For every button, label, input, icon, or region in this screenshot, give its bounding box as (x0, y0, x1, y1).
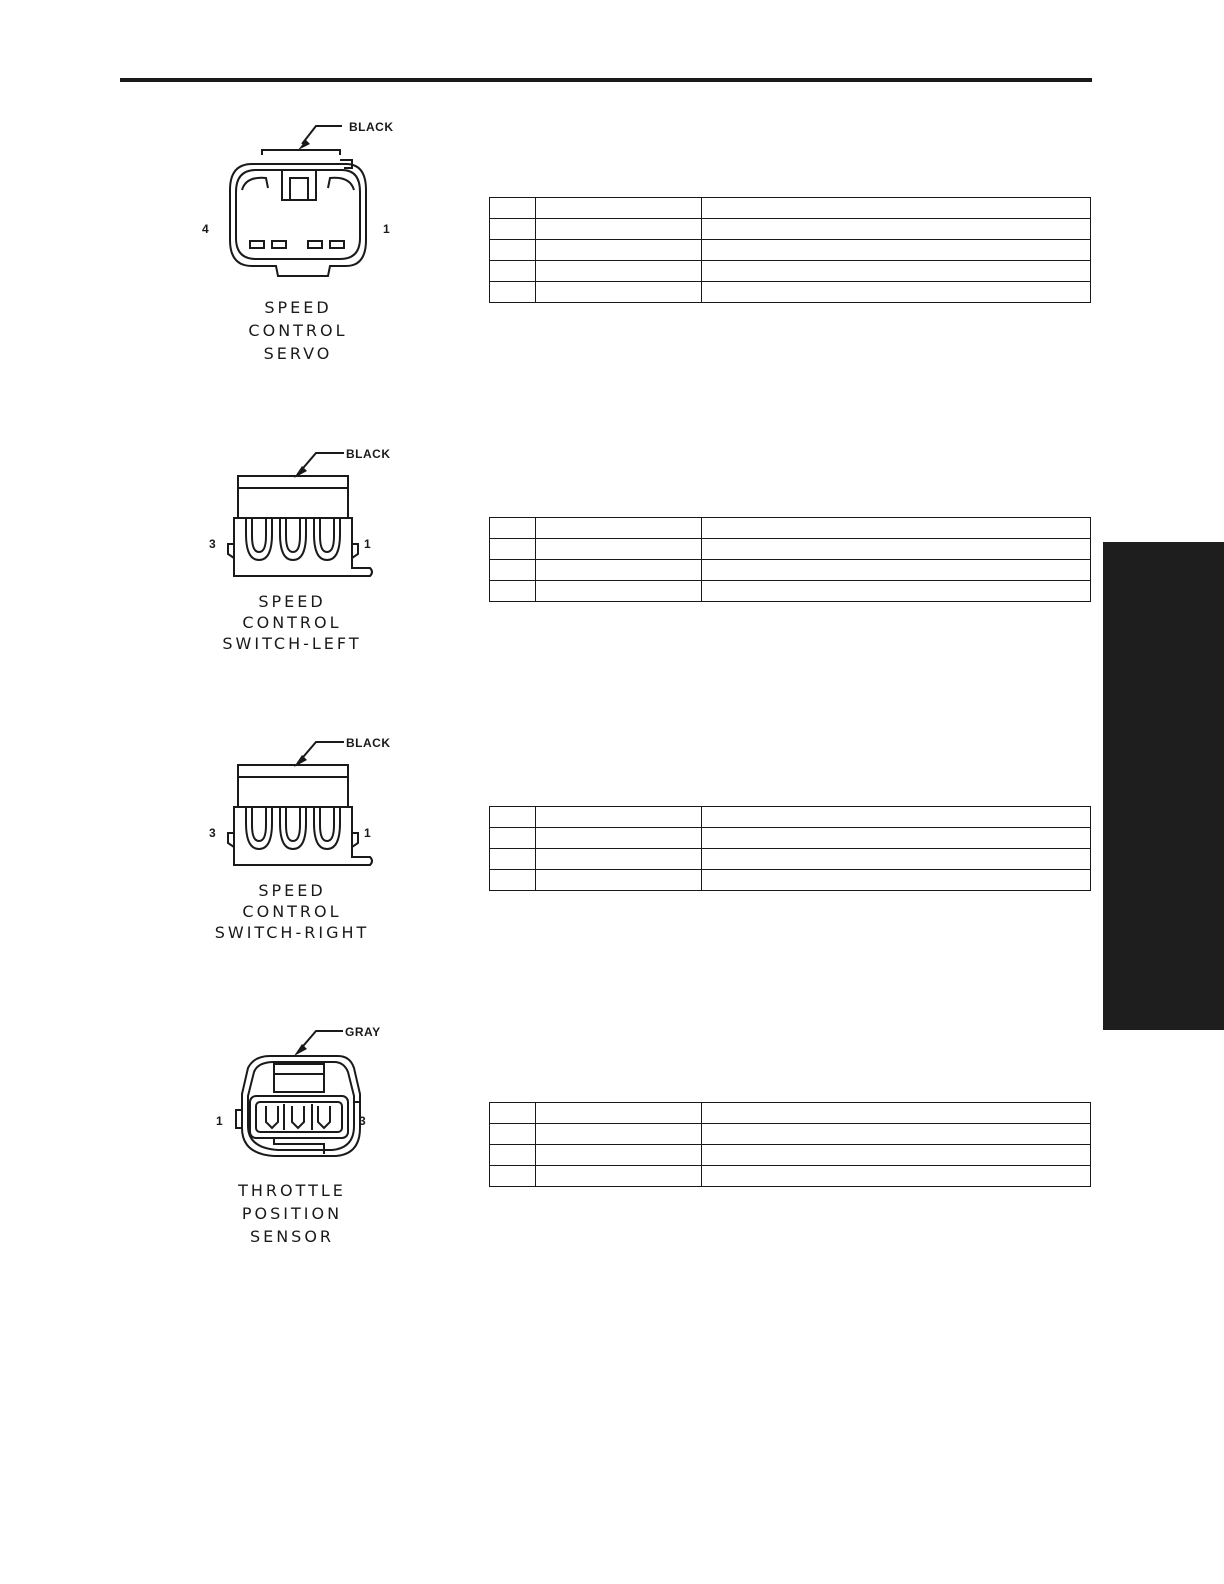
table-row (490, 198, 1091, 219)
connector-name-line: CONTROL (248, 321, 348, 340)
connector-name (212, 1179, 372, 1248)
connector-name (212, 591, 372, 654)
table-cell (536, 1166, 702, 1187)
table-cell (702, 539, 1091, 560)
connector-name-line: SPEED (258, 881, 326, 900)
table-cell (490, 1103, 536, 1124)
speed-control-switch-right-connector-drawing (224, 735, 384, 870)
color-callout: BLACK (349, 120, 394, 134)
pin-table (489, 806, 1091, 891)
pin-label-right: 1 (364, 537, 371, 551)
table-cell (536, 198, 702, 219)
table-row (490, 219, 1091, 240)
table-cell (490, 828, 536, 849)
connector-name (218, 296, 378, 365)
table-cell (536, 849, 702, 870)
table-cell (490, 807, 536, 828)
table-cell (702, 807, 1091, 828)
pin-label-left: 3 (209, 826, 216, 840)
table-cell (702, 581, 1091, 602)
table-row (490, 1166, 1091, 1187)
table-row (490, 560, 1091, 581)
table-cell (536, 807, 702, 828)
table-cell (702, 1124, 1091, 1145)
connector-name-line: SENSOR (249, 1227, 335, 1246)
table-row (490, 870, 1091, 891)
table-row (490, 282, 1091, 303)
table-cell (490, 240, 536, 261)
table-cell (536, 581, 702, 602)
pin-table (489, 1102, 1091, 1187)
table-cell (702, 849, 1091, 870)
pin-label-left: 1 (216, 1114, 223, 1128)
table-row (490, 518, 1091, 539)
connector-name-line: SERVO (263, 344, 333, 363)
table-row (490, 240, 1091, 261)
color-callout: BLACK (346, 736, 391, 750)
table-row (490, 1145, 1091, 1166)
connector-name-line: SWITCH-LEFT (222, 634, 362, 653)
table-cell (536, 1103, 702, 1124)
table-row (490, 261, 1091, 282)
table-row (490, 581, 1091, 602)
table-row (490, 807, 1091, 828)
pin-table (489, 517, 1091, 602)
table-row (490, 539, 1091, 560)
table-row (490, 1124, 1091, 1145)
pin-table (489, 197, 1091, 303)
table-cell (536, 1145, 702, 1166)
color-callout: GRAY (345, 1025, 381, 1039)
connector-name-line: SPEED (258, 592, 326, 611)
table-cell (536, 518, 702, 539)
table-cell (702, 518, 1091, 539)
pin-label-right: 3 (359, 1114, 366, 1128)
table-cell (702, 240, 1091, 261)
table-cell (490, 870, 536, 891)
table-cell (490, 1145, 536, 1166)
connector-name-line: POSITION (241, 1204, 343, 1223)
table-cell (490, 560, 536, 581)
table-cell (536, 539, 702, 560)
table-cell (702, 828, 1091, 849)
table-cell (490, 1124, 536, 1145)
header-rule (120, 78, 1092, 82)
table-cell (536, 1124, 702, 1145)
connector-name (212, 880, 372, 943)
connector-name-line: THROTTLE (238, 1181, 346, 1200)
table-cell (490, 282, 536, 303)
speed-control-switch-left-connector-drawing (224, 446, 384, 581)
connector-name-line: CONTROL (242, 613, 342, 632)
table-cell (490, 198, 536, 219)
table-row (490, 828, 1091, 849)
table-cell (536, 828, 702, 849)
table-cell (490, 261, 536, 282)
table-cell (702, 1103, 1091, 1124)
table-cell (702, 560, 1091, 581)
connector-name-line: CONTROL (242, 902, 342, 921)
table-cell (702, 198, 1091, 219)
table-cell (536, 261, 702, 282)
table-cell (536, 219, 702, 240)
table-cell (490, 219, 536, 240)
pin-label-right: 1 (364, 826, 371, 840)
table-cell (490, 539, 536, 560)
table-row (490, 1103, 1091, 1124)
table-cell (702, 282, 1091, 303)
connector-name-line: SPEED (264, 298, 332, 317)
pin-label-right: 1 (383, 222, 390, 236)
table-cell (536, 560, 702, 581)
table-cell (702, 870, 1091, 891)
speed-control-servo-connector-drawing (220, 118, 400, 288)
table-cell (536, 870, 702, 891)
table-cell (702, 261, 1091, 282)
table-row (490, 849, 1091, 870)
pin-label-left: 4 (202, 222, 209, 236)
table-cell (702, 1145, 1091, 1166)
table-cell (702, 219, 1091, 240)
table-cell (490, 518, 536, 539)
table-cell (536, 282, 702, 303)
table-cell (536, 240, 702, 261)
table-cell (702, 1166, 1091, 1187)
pin-label-left: 3 (209, 537, 216, 551)
table-cell (490, 849, 536, 870)
connector-name-line: SWITCH-RIGHT (214, 923, 370, 942)
color-callout: BLACK (346, 447, 391, 461)
section-tab (1103, 542, 1224, 1030)
table-cell (490, 581, 536, 602)
throttle-position-sensor-connector-drawing (228, 1024, 388, 1169)
table-cell (490, 1166, 536, 1187)
